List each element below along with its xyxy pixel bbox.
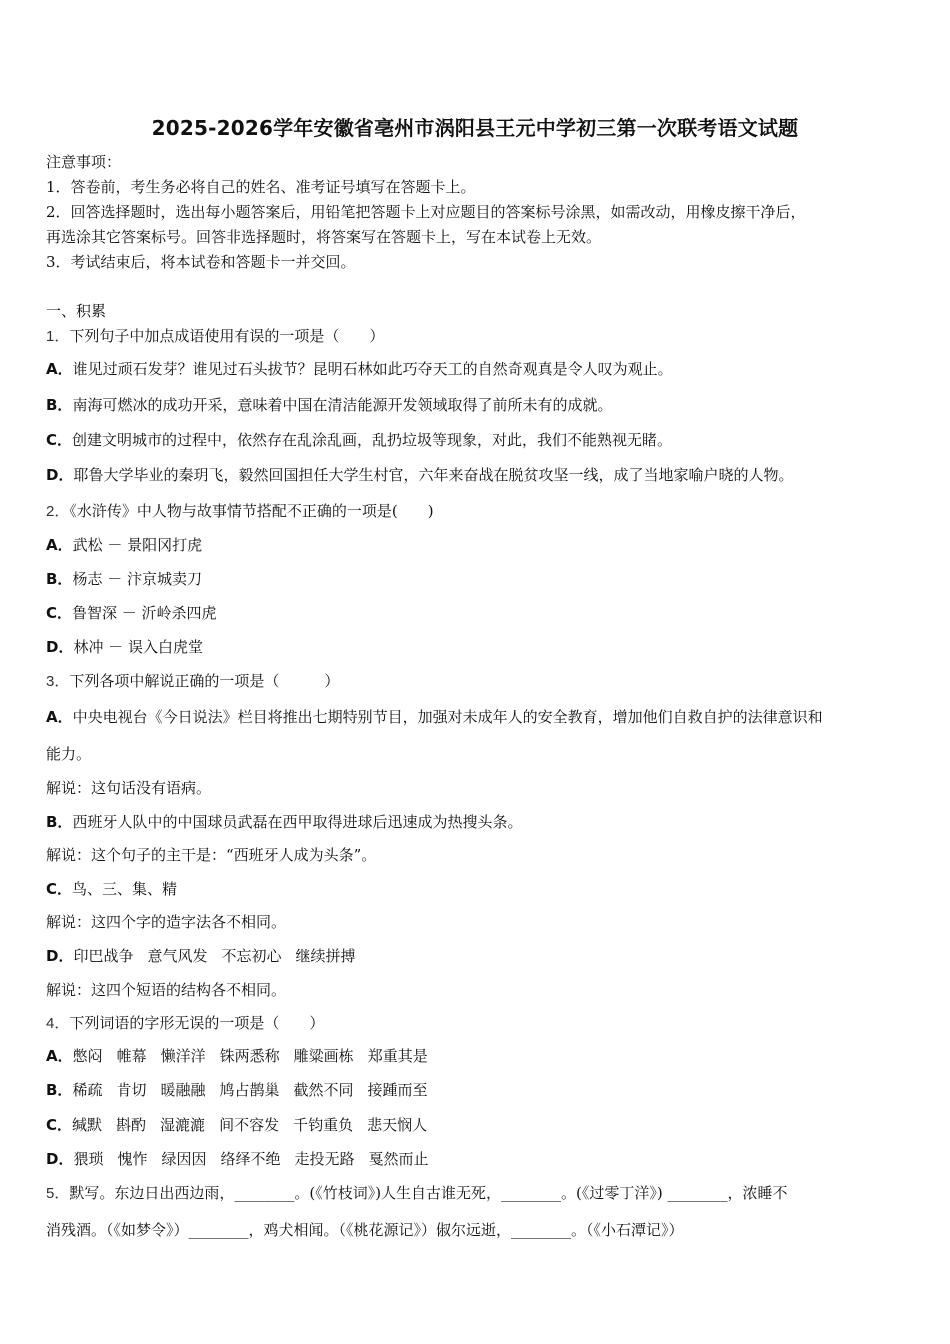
notes-item: 1．答卷前，考生务必将自己的姓名、准考证号填写在答题卡上。 xyxy=(46,178,476,196)
option-label: A． xyxy=(46,360,73,378)
question-1-option-c xyxy=(46,430,672,450)
option-label: B． xyxy=(46,813,73,831)
option-word: 意气风发 xyxy=(147,947,208,965)
option-word: 肯切 xyxy=(116,1081,147,1099)
option-word: 郑重其是 xyxy=(367,1047,428,1065)
question-3-option-d xyxy=(46,946,356,966)
notes-item: 再选涂其它答案标号。回答非选择题时，将答案写在答题卡上，写在本试卷上无效。 xyxy=(46,228,602,246)
question-text: 下列各项中解说正确的一项是（ ） xyxy=(69,672,340,690)
option-label: A． xyxy=(46,536,73,554)
option-word: 络绎不绝 xyxy=(220,1150,281,1168)
option-text: 耶鲁大学毕业的秦玥飞，毅然回国担任大学生村官，六年来奋战在脱贫攻坚一线，成了当地家喻户晓的人物。 xyxy=(73,466,794,484)
option-word: 绿因因 xyxy=(161,1150,207,1168)
question-text: 下列词语的字形无误的一项是（ ） xyxy=(69,1014,325,1032)
question-3-option-b xyxy=(46,812,522,832)
question-4-option-a xyxy=(46,1046,428,1066)
option-label: A． xyxy=(46,1047,73,1065)
option-label: D． xyxy=(46,466,74,484)
question-3-explanation-c: 解说：这四个字的造字法各不相同。 xyxy=(46,913,287,931)
question-1-option-a xyxy=(46,359,673,379)
option-word: 千钧重负 xyxy=(293,1116,354,1134)
question-3-stem xyxy=(46,671,339,692)
option-word: 继续拼搏 xyxy=(295,947,356,965)
question-1-option-d xyxy=(46,465,793,485)
question-2-option-d xyxy=(46,637,203,657)
option-word: 憋闷 xyxy=(72,1047,103,1065)
option-text: 谁见过顽石发芽？谁见过石头拔节？昆明石林如此巧夺天工的自然奇观真是令人叹为观止。 xyxy=(72,360,673,378)
question-3-explanation-a: 解说：这句话没有语病。 xyxy=(46,779,212,797)
option-word: 不忘初心 xyxy=(221,947,282,965)
option-word: 暖融融 xyxy=(160,1081,206,1099)
option-label: D． xyxy=(46,947,74,965)
option-text: 创建文明城市的过程中，依然存在乱涂乱画，乱扔垃圾等现象，对此，我们不能熟视无睹。 xyxy=(72,431,673,449)
option-text: 林冲 － 误入白虎堂 xyxy=(73,638,203,656)
question-4-option-c xyxy=(46,1115,427,1135)
option-word: 截然不同 xyxy=(293,1081,354,1099)
question-5-stem-cont: 消残酒。（《如梦令》）________，鸡犬相闻。（《桃花源记》）俶尔远逝，________。（《小石潭记》） xyxy=(46,1221,684,1239)
notes-item: 3．考试结束后，将本试卷和答题卡一并交回。 xyxy=(46,253,356,271)
question-number: 3． xyxy=(46,673,70,690)
question-text: 下列句子中加点成语使用有误的一项是（ ） xyxy=(69,327,385,345)
question-2-option-a xyxy=(46,535,202,555)
option-word: 间不容发 xyxy=(219,1116,280,1134)
option-text: 杨志 － 汴京城卖刀 xyxy=(72,570,202,588)
option-word: 雕粱画栋 xyxy=(293,1047,354,1065)
question-3-option-a-cont: 能力。 xyxy=(46,745,92,763)
question-number: 4． xyxy=(46,1015,70,1032)
question-3-explanation-b: 解说：这个句子的主干是：“西班牙人成为头条”。 xyxy=(46,846,377,864)
question-4-option-b xyxy=(46,1080,428,1100)
question-2-stem xyxy=(46,501,434,522)
option-word: 铢两悉称 xyxy=(219,1047,280,1065)
option-word: 悲天悯人 xyxy=(367,1116,428,1134)
option-word: 接踵而至 xyxy=(367,1081,428,1099)
option-text: 鲁智深 － 沂岭杀四虎 xyxy=(72,604,217,622)
question-4-stem xyxy=(46,1013,324,1034)
question-number: 5． xyxy=(46,1185,70,1202)
option-label: A． xyxy=(46,708,73,726)
option-word: 懒洋洋 xyxy=(160,1047,206,1065)
option-word: 戛然而止 xyxy=(368,1150,429,1168)
option-label: D． xyxy=(46,638,74,656)
option-word: 湿漉漉 xyxy=(160,1116,206,1134)
option-word: 猥琐 xyxy=(73,1150,104,1168)
question-text: 《水浒传》中人物与故事情节搭配不正确的一项是( ) xyxy=(69,502,434,520)
question-3-option-a xyxy=(46,707,823,727)
option-word: 走投无路 xyxy=(294,1150,355,1168)
option-text: 中央电视台《今日说法》栏目将推出七期特别节目，加强对未成年人的安全教育，增加他们自救自护的法律意识和 xyxy=(72,708,823,726)
option-word: 缄默 xyxy=(72,1116,103,1134)
option-label: B． xyxy=(46,396,73,414)
option-label: D． xyxy=(46,1150,74,1168)
option-label: C． xyxy=(46,880,73,898)
option-text: 鸟、三、集、精 xyxy=(72,880,178,898)
notes-item: 2．回答选择题时，选出每小题答案后，用铅笔把答题卡上对应题目的答案标号涂黑，如需改动，用橡皮擦干净后， xyxy=(46,203,806,221)
question-2-option-c xyxy=(46,603,217,623)
question-3-option-c xyxy=(46,879,177,899)
notes-heading: 注意事项： xyxy=(46,153,122,171)
option-label: C． xyxy=(46,604,73,622)
page-title: 2025-2026学年安徽省亳州市涡阳县王元中学初三第一次联考语文试题 xyxy=(151,116,799,140)
option-word: 帷幕 xyxy=(116,1047,147,1065)
question-3-explanation-d: 解说：这四个短语的结构各不相同。 xyxy=(46,981,287,999)
option-text: 南海可燃冰的成功开采，意味着中国在清洁能源开发领域取得了前所未有的成就。 xyxy=(72,396,613,414)
section-heading: 一、积累 xyxy=(46,302,107,320)
option-label: B． xyxy=(46,1081,73,1099)
question-text: 默写。东边日出西边雨，________。(《竹枝词》)人生自古谁无死，________。(《过零丁洋》) ________，浓睡不 xyxy=(69,1184,788,1202)
option-word: 斟酌 xyxy=(116,1116,147,1134)
option-text: 西班牙人队中的中国球员武磊在西甲取得进球后迅速成为热搜头条。 xyxy=(72,813,523,831)
option-word: 印巴战争 xyxy=(73,947,134,965)
question-2-option-b xyxy=(46,569,202,589)
question-4-option-d xyxy=(46,1149,429,1169)
option-word: 鸠占鹊巢 xyxy=(219,1081,280,1099)
option-word: 稀疏 xyxy=(72,1081,103,1099)
option-label: C． xyxy=(46,1116,73,1134)
question-number: 1． xyxy=(46,328,70,345)
question-number: 2． xyxy=(46,503,70,520)
option-text: 武松 － 景阳冈打虎 xyxy=(72,536,203,554)
question-1-option-b xyxy=(46,395,612,415)
option-word: 愧怍 xyxy=(117,1150,148,1168)
option-label: C． xyxy=(46,431,73,449)
question-5-stem xyxy=(46,1183,788,1204)
question-1-stem xyxy=(46,326,384,347)
option-label: B． xyxy=(46,570,73,588)
